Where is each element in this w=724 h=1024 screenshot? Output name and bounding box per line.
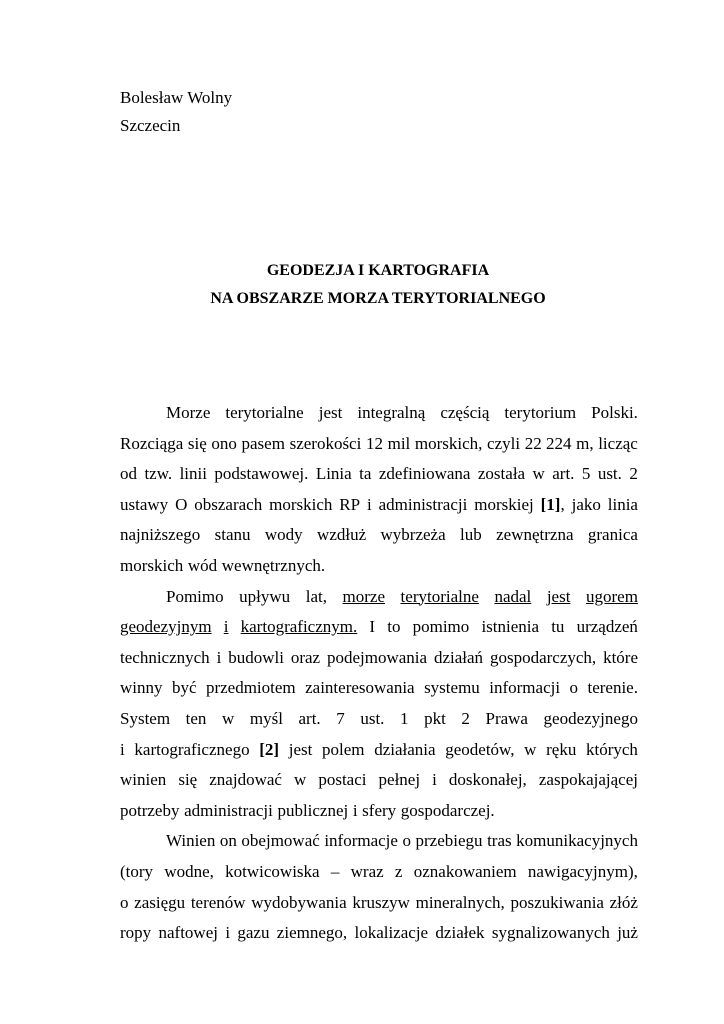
- word: kartograficznego: [134, 739, 250, 759]
- word: została: [477, 464, 526, 484]
- word: 2: [461, 708, 470, 728]
- word: wód: [187, 555, 218, 575]
- word: i: [366, 494, 372, 514]
- word: RP: [339, 494, 361, 514]
- word: złóż: [609, 892, 638, 912]
- word: być: [171, 678, 197, 698]
- word: ta: [359, 464, 372, 484]
- word: budowli: [228, 647, 284, 667]
- word: terytorialne: [400, 586, 479, 606]
- word: poszukiwania: [510, 892, 604, 912]
- word: Linia: [315, 464, 352, 484]
- word: ropy: [120, 923, 152, 943]
- word: najniższego: [120, 525, 201, 545]
- word: postaci: [318, 770, 367, 790]
- text-line: [120, 673, 638, 704]
- word: informacji: [489, 678, 561, 698]
- text-line: [120, 704, 638, 735]
- word: Polski.: [591, 403, 638, 422]
- word: upływu: [239, 586, 291, 606]
- word: technicznych: [120, 647, 210, 667]
- word: lat,: [305, 586, 327, 606]
- word: wzdłuż: [317, 525, 367, 545]
- word: już: [617, 923, 638, 943]
- word: pkt: [424, 708, 446, 728]
- word: granica: [587, 525, 638, 545]
- word: myśl: [249, 708, 283, 728]
- word: pomimo: [412, 617, 470, 637]
- text-line: [120, 490, 638, 521]
- word: się: [187, 433, 207, 453]
- word: 22 224: [524, 433, 572, 453]
- word: zainteresowania: [305, 678, 415, 698]
- word: kartograficznym.: [240, 617, 358, 637]
- word: mil: [387, 433, 411, 453]
- word: ustawy: [120, 494, 169, 514]
- word: w: [294, 770, 307, 790]
- word: obszarach: [194, 494, 263, 514]
- word: działania: [374, 739, 436, 759]
- word: wewnętrznych.: [221, 555, 326, 575]
- word: których: [586, 739, 638, 759]
- word: Rozciąga: [120, 433, 184, 453]
- word: które: [603, 647, 638, 667]
- word: i: [120, 739, 125, 759]
- word: sygnalizowanych: [491, 923, 610, 943]
- word: Winien: [166, 831, 216, 851]
- word: podstawowej.: [214, 464, 309, 484]
- word: ust.: [360, 708, 385, 728]
- word: i: [432, 770, 437, 790]
- word: m,: [576, 433, 594, 453]
- word: 1: [400, 708, 409, 728]
- word: (tory: [120, 861, 154, 881]
- word: I: [369, 617, 376, 637]
- word: on: [219, 831, 237, 851]
- word: i: [352, 800, 358, 820]
- word: w: [532, 464, 545, 484]
- word: jest: [288, 739, 313, 759]
- word: w: [524, 739, 537, 759]
- word: administracji: [184, 800, 273, 820]
- word: Morze: [166, 403, 211, 422]
- word: potrzeby: [120, 800, 180, 820]
- word: systemu: [424, 678, 480, 698]
- word: morskich: [120, 555, 184, 575]
- word: wydobywania: [251, 892, 347, 912]
- author-name: Bolesław Wolny: [120, 88, 233, 107]
- author-city: Szczecin: [120, 116, 181, 135]
- word: ust.: [597, 464, 622, 484]
- word: terenów: [190, 892, 246, 912]
- word: istnienia: [481, 617, 540, 637]
- word: w: [222, 708, 235, 728]
- word: polem: [322, 739, 365, 759]
- word: ono: [211, 433, 237, 453]
- word: gospodarczej.: [400, 800, 495, 820]
- word: System: [120, 708, 171, 728]
- word: geodezyjnym: [120, 617, 212, 637]
- word: lokalizacje: [354, 923, 429, 943]
- word: terytorium: [504, 403, 577, 422]
- word: morskiej: [474, 494, 534, 514]
- word: art.: [552, 464, 575, 484]
- word: i: [225, 923, 231, 943]
- word: komunikacyjnych: [516, 831, 638, 851]
- body-text: [120, 398, 638, 949]
- word: częścią: [440, 403, 490, 422]
- text-line: [120, 398, 638, 429]
- word: gospodarczych,: [489, 647, 597, 667]
- word: przedmiotem: [205, 678, 296, 698]
- text-line: [120, 582, 638, 613]
- text-line: [120, 765, 638, 796]
- word: to: [387, 617, 401, 637]
- text-line: [120, 826, 638, 857]
- word: zasięgu: [134, 892, 186, 912]
- word: zdefiniowana: [378, 464, 471, 484]
- text-line: [120, 429, 638, 460]
- word: terytorialne: [225, 403, 304, 422]
- word: nadal: [494, 586, 532, 606]
- word: art.: [298, 708, 321, 728]
- word: linii: [179, 464, 207, 484]
- word: [2]: [259, 739, 280, 759]
- author-block: [120, 84, 232, 140]
- word: jest: [318, 403, 343, 422]
- word: geodezyjnego: [543, 708, 638, 728]
- word: nawigacyjnym),: [527, 861, 638, 881]
- word: kotwicowiska: [225, 861, 320, 881]
- word: morskich: [269, 494, 333, 514]
- word: z: [394, 861, 403, 881]
- word: i: [216, 647, 222, 667]
- word: obejmować: [241, 831, 320, 851]
- word: lub: [460, 525, 482, 545]
- word: O: [175, 494, 188, 514]
- word: –: [330, 861, 340, 881]
- word: urządzeń: [576, 617, 638, 637]
- word: pełnej: [378, 770, 421, 790]
- word: ręku: [546, 739, 577, 759]
- word: Prawa: [485, 708, 528, 728]
- word: linia: [607, 494, 638, 514]
- word: 12: [365, 433, 383, 453]
- word: przebiegu: [415, 831, 483, 851]
- word: mineralnych,: [415, 892, 505, 912]
- word: terenie.: [587, 678, 638, 698]
- word: ugorem: [585, 586, 638, 606]
- text-line: [120, 643, 638, 674]
- word: się: [178, 770, 198, 790]
- word: tzw.: [144, 464, 173, 484]
- word: stanu: [214, 525, 251, 545]
- word: czyli: [487, 433, 521, 453]
- word: o: [569, 678, 579, 698]
- word: i: [223, 617, 229, 637]
- word: integralną: [357, 403, 426, 422]
- word: tras: [487, 831, 512, 851]
- word: ten: [185, 708, 207, 728]
- word: geodetów,: [445, 739, 515, 759]
- text-line: [120, 796, 638, 827]
- word: oraz: [290, 647, 321, 667]
- word: wybrzeża: [380, 525, 446, 545]
- word: 7: [336, 708, 345, 728]
- text-line: [120, 735, 638, 766]
- word: 2: [629, 464, 638, 484]
- word: o: [120, 892, 129, 912]
- word: 5: [581, 464, 591, 484]
- word: ziemnego,: [276, 923, 348, 943]
- word: morskich,: [414, 433, 483, 453]
- word: wraz: [350, 861, 384, 881]
- text-line: [120, 520, 638, 551]
- word: zewnętrzna: [496, 525, 574, 545]
- word: Pomimo: [166, 586, 224, 606]
- word: informacje: [324, 831, 398, 851]
- word: o: [402, 831, 411, 851]
- word: sfery: [362, 800, 397, 820]
- word: zaspokajającej: [538, 770, 638, 790]
- text-line: [120, 918, 638, 949]
- word: doskonałej,: [448, 770, 527, 790]
- word: działań: [433, 647, 484, 667]
- word: działek: [435, 923, 485, 943]
- word: oznakowaniem: [413, 861, 517, 881]
- word: jest: [546, 586, 571, 606]
- word: publicznej: [277, 800, 349, 820]
- word: pasem: [241, 433, 285, 453]
- word: jako: [571, 494, 601, 514]
- word: gazu: [237, 923, 270, 943]
- word: podejmowania: [326, 647, 428, 667]
- word: wody: [264, 525, 303, 545]
- word: naftowej: [158, 923, 218, 943]
- text-line: [120, 888, 638, 919]
- text-line: [120, 857, 638, 888]
- text-line: [120, 459, 638, 490]
- text-line: [120, 612, 638, 643]
- title-line-2: NA OBSZARZE MORZA TERYTORIALNEGO: [210, 290, 546, 307]
- word: od: [120, 464, 137, 484]
- word: wodne,: [164, 861, 214, 881]
- word: kruszyw: [352, 892, 410, 912]
- text-line: [120, 551, 638, 582]
- word: szerokości: [289, 433, 362, 453]
- word: winien: [120, 770, 167, 790]
- word: morze: [342, 586, 385, 606]
- word: licząc: [598, 433, 638, 453]
- word: [1],: [540, 494, 565, 514]
- title-line-1: GEODEZJA I KARTOGRAFIA: [266, 262, 490, 279]
- word: znajdować: [209, 770, 282, 790]
- word: tu: [551, 617, 565, 637]
- word: administracji: [378, 494, 468, 514]
- word: winny: [120, 678, 163, 698]
- document-title: [0, 257, 724, 313]
